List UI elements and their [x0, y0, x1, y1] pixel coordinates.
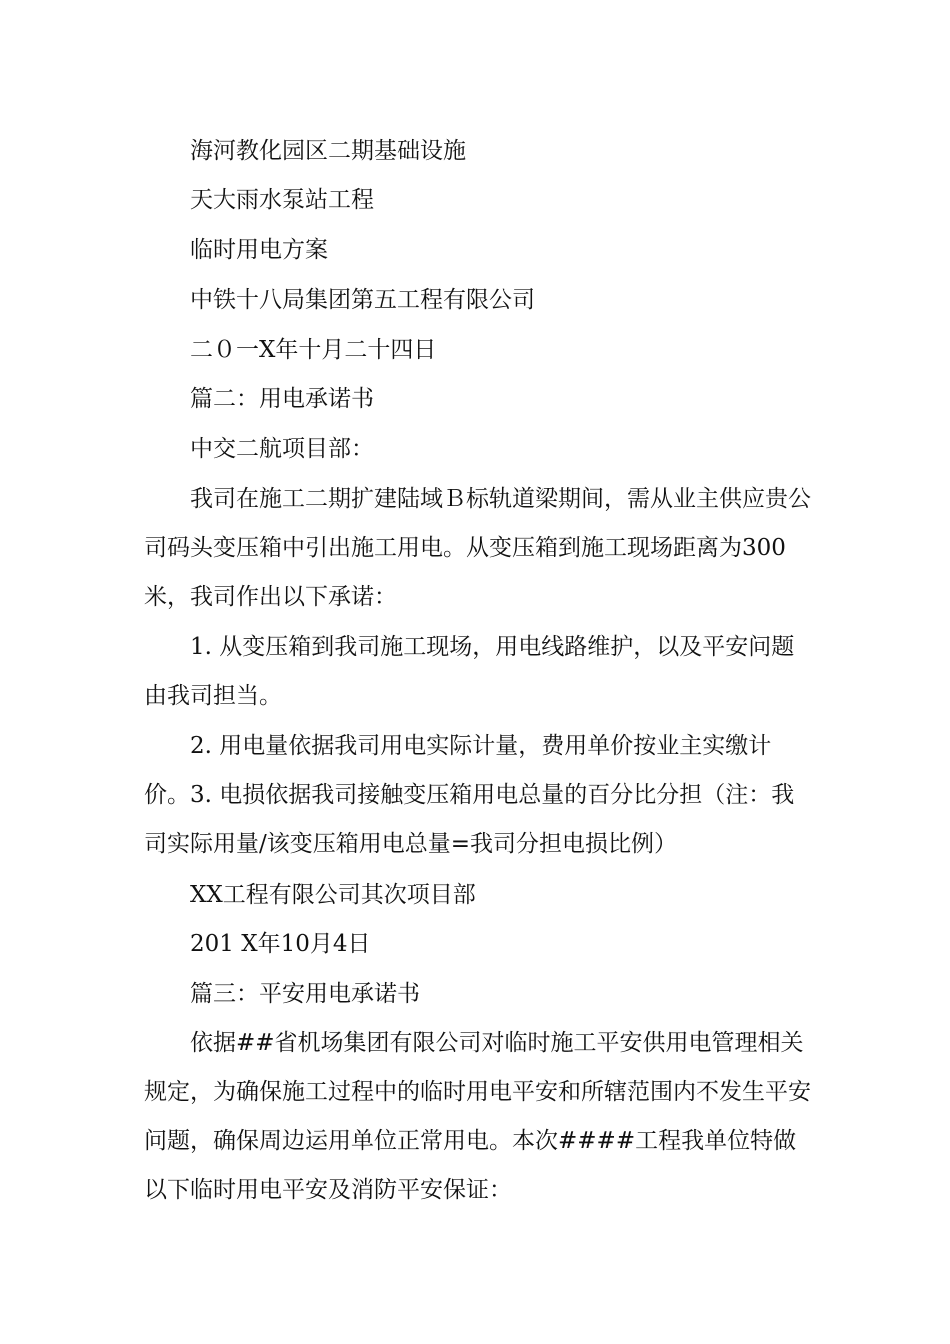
project-title-line-1: 海河教化园区二期基础设施: [190, 138, 466, 164]
paragraph-intro: 我司在施工二期扩建陆域Ｂ标轨道梁期间，需从业主供应贵公司码头变压箱中引出施工用电。从变压箱到施工现场距离为300米，我司作出以下承诺：: [144, 486, 811, 610]
plan-title: 临时用电方案: [190, 237, 328, 263]
commitment-item-3: 3. 电损依据我司接触变压箱用电总量的百分比分担（注：我司实际用量/该变压箱用电总量=我司分担电损比例）: [144, 782, 795, 857]
section-heading-3: 篇三：平安用电承诺书: [190, 981, 420, 1007]
addressee: 中交二航项目部：: [190, 436, 374, 462]
project-title-line-2: 天大雨水泵站工程: [190, 187, 374, 213]
section-heading-2: 篇二：用电承诺书: [190, 386, 374, 412]
date-line: 二０一X年十月二十四日: [190, 337, 437, 363]
signature-organization: XX工程有限公司其次项目部: [190, 882, 476, 908]
paragraph-safety: 依据##省机场集团有限公司对临时施工平安供用电管理相关规定，为确保施工过程中的临时用电平安和所辖范围内不发生平安问题，确保周边运用单位正常用电。本次####工程我单位特做以下临时用电平安及消防平安保证：: [144, 1030, 811, 1203]
commitment-item-1: 1. 从变压箱到我司施工现场，用电线路维护，以及平安问题由我司担当。: [144, 634, 795, 709]
company-name: 中铁十八局集团第五工程有限公司: [190, 287, 535, 313]
signature-date: 201 X年10月4日: [190, 931, 371, 957]
commitment-item-2: 2. 用电量依据我司用电实际计量，费用单价按业主实缴计价。: [144, 733, 772, 808]
